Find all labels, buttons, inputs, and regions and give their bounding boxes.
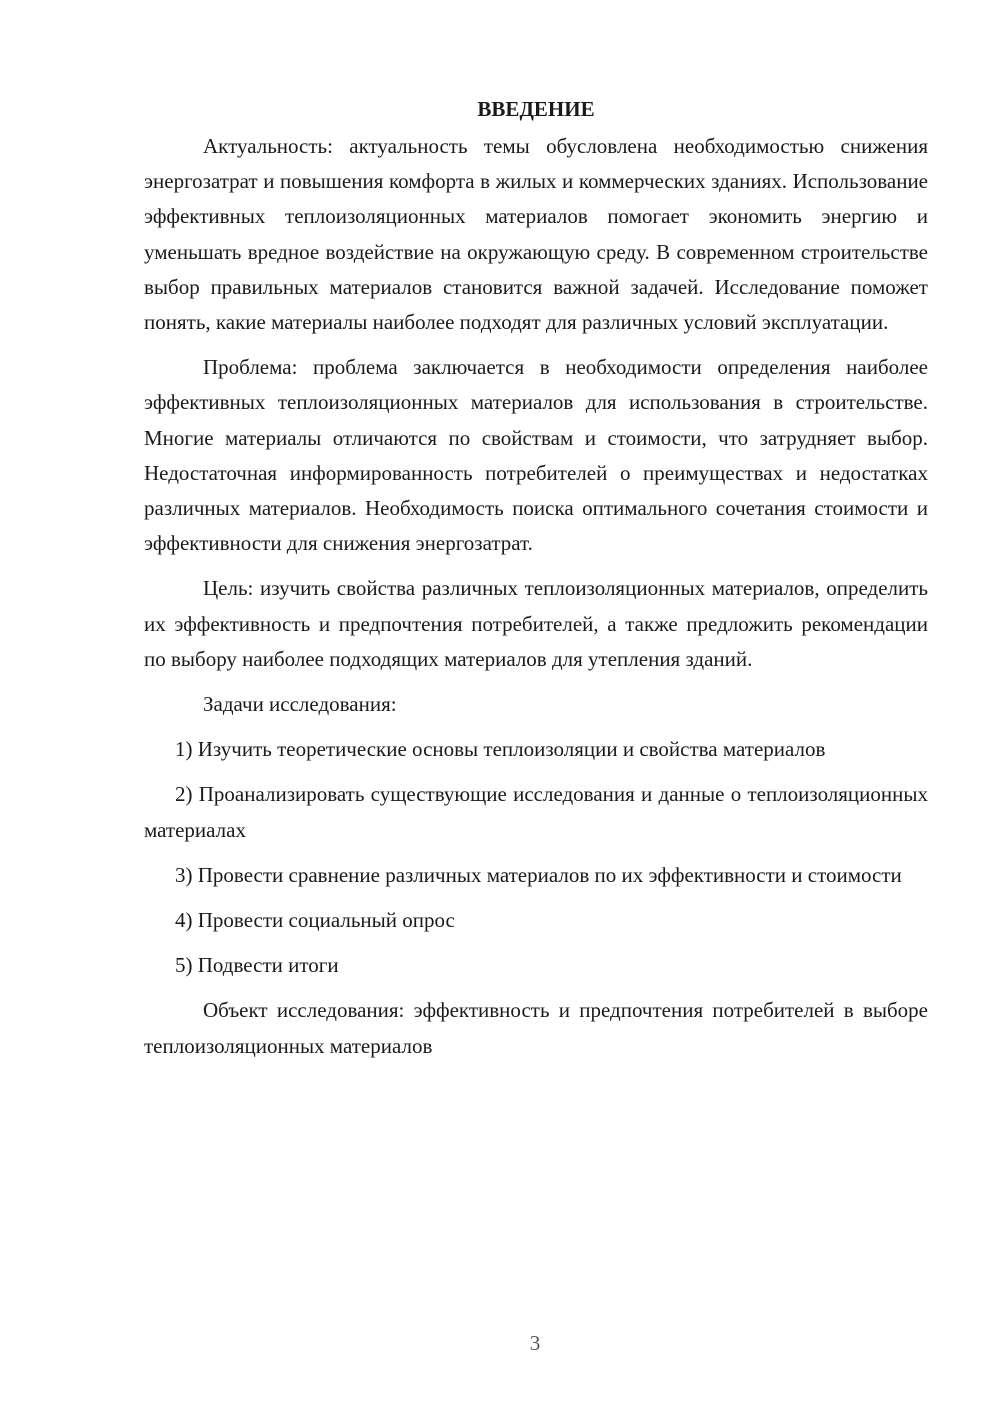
task-item-4: 4) Провести социальный опрос xyxy=(175,908,455,933)
paragraph-problem: Проблема: проблема заключается в необходимости определения наиболее эффективных теплоизоляционных материалов для использования в строительстве. Многие материалы отличаются по свойствам и стоимости, что затрудняет выбор. Недостаточная информированность потребителей о преимуществах и недостатках различных материалов. Необходимость поиска оптимального сочетания стоимости и эффективности для снижения энергозатрат. xyxy=(144,355,928,556)
task-item-1: 1) Изучить теоретические основы теплоизоляции и свойства материалов xyxy=(175,737,826,762)
paragraph-goal: Цель: изучить свойства различных теплоизоляционных материалов, определить их эффективность и предпочтения потребителей, а также предложить рекомендации по выбору наиболее подходящих материалов для утепления зданий. xyxy=(144,576,928,671)
paragraph-relevance: Актуальность: актуальность темы обусловлена необходимостью снижения энергозатрат и повышения комфорта в жилых и коммерческих зданиях. Использование эффективных теплоизоляционных материалов помогает экономить энергию и уменьшать вредное воздействие на окружающую среду. В современном строительстве выбор правильных материалов становится важной задачей. Исследование поможет понять, какие материалы наиболее подходят для различных условий эксплуатации. xyxy=(144,134,928,335)
page-number: 3 xyxy=(529,1331,541,1355)
task-item-5: 5) Подвести итоги xyxy=(175,953,339,978)
document-page xyxy=(144,92,928,1074)
task-item-3: 3) Провести сравнение различных материалов по их эффективности и стоимости xyxy=(175,862,902,887)
task-item-2: 2) Проанализировать существующие исследования и данные о теплоизоляционных материалах xyxy=(144,782,928,842)
section-title: ВВЕДЕНИЕ xyxy=(477,97,595,121)
tasks-heading: Задачи исследования: xyxy=(203,692,397,717)
paragraph-object: Объект исследования: эффективность и предпочтения потребителей в выборе теплоизоляционных материалов xyxy=(144,998,928,1058)
